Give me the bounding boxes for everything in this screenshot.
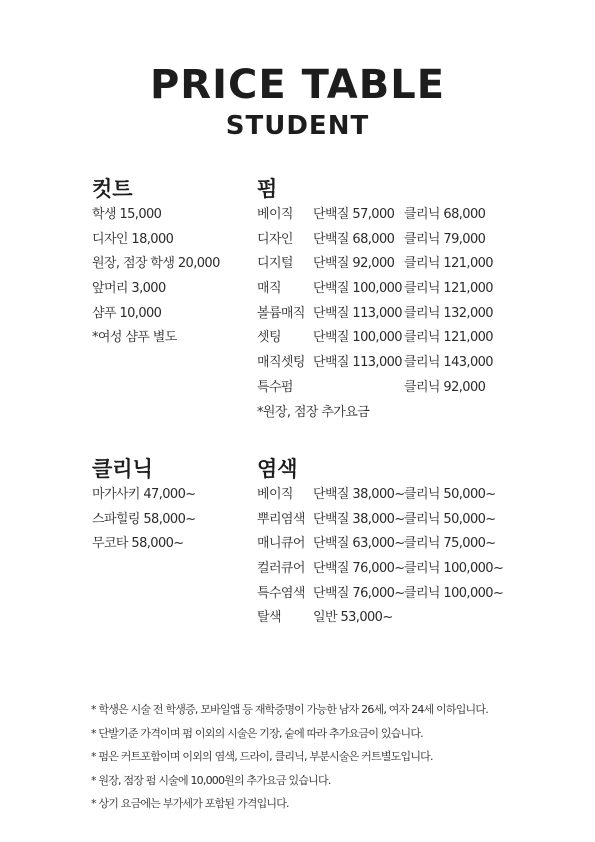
list-item: 앞머리 3,000 (92, 281, 166, 297)
footnote: * 원장, 점장 펌 시술에 10,000원의 추가요금 있습니다. (91, 773, 331, 787)
perm-price-list (257, 203, 557, 425)
perm-protein-price: 단백질 57,000 (313, 207, 395, 222)
table-row (257, 302, 557, 327)
perm-protein-price: 단백질 92,000 (313, 256, 395, 272)
table-row (257, 483, 557, 508)
page-subtitle: STUDENT (225, 111, 370, 141)
color-protein-price: 단백질 76,000~ (313, 561, 405, 577)
section-heading-cut: 컷트 (92, 177, 133, 201)
color-clinic-price: 클리닉 75,000~ (404, 536, 496, 552)
table-row (257, 582, 557, 607)
perm-clinic-price: 클리닉 143,000 (404, 355, 493, 371)
perm-protein-price: 단백질 68,000 (313, 231, 395, 247)
perm-name: 베이직 (257, 207, 293, 222)
list-item: 마가사키 47,000~ (92, 487, 196, 502)
footnote: * 상기 요금에는 부가세가 포함된 가격입니다. (91, 797, 289, 811)
list-item: 디자인 18,000 (92, 231, 174, 247)
perm-protein-price: 단백질 100,000 (313, 281, 402, 297)
list-item: 스파힐링 58,000~ (92, 511, 196, 527)
table-row (257, 326, 557, 351)
perm-clinic-price: 클리닉 68,000 (404, 207, 486, 222)
footnote: * 학생은 시술 전 학생증, 모바일앱 등 재학증명이 가능한 남자 26세, 여자 24세 이하입니다. (91, 703, 488, 716)
footnote: * 펌은 커트포함이며 이외의 염색, 드라이, 클리닉, 부분시술은 커트별도입니다. (91, 750, 433, 764)
color-protein-price: 일반 53,000~ (313, 610, 393, 626)
perm-clinic-price: 클리닉 79,000 (404, 231, 486, 247)
perm-name: 매직 (257, 281, 281, 297)
footnotes (91, 698, 488, 816)
perm-protein-price: 단백질 113,000 (313, 355, 402, 371)
list-item: 무코타 58,000~ (92, 536, 184, 552)
color-name: 베이직 (257, 487, 293, 502)
color-clinic-price: 클리닉 50,000~ (404, 511, 496, 527)
perm-name: 셋팅 (257, 330, 281, 346)
perm-clinic-price: 클리닉 121,000 (404, 281, 493, 297)
cut-price-list (92, 203, 220, 351)
color-protein-price: 단백질 76,000~ (313, 585, 405, 601)
perm-protein-price: 단백질 100,000 (313, 330, 402, 346)
color-name: 특수염색 (257, 585, 305, 601)
table-row (257, 228, 557, 253)
page-title: PRICE TABLE (149, 62, 446, 108)
color-clinic-price: 클리닉 100,000~ (404, 585, 504, 601)
color-price-list (257, 483, 557, 631)
table-row (257, 508, 557, 533)
clinic-price-list (92, 483, 196, 557)
table-row (257, 532, 557, 557)
footnote: * 단발기준 가격이며 펌 이외의 시술은 기장, 숱에 따라 추가요금이 있습니다. (91, 726, 423, 740)
perm-name: 볼륨매직 (257, 305, 305, 321)
color-name: 탈색 (257, 610, 281, 626)
table-row (257, 252, 557, 277)
list-item: 원장, 점장 학생 20,000 (92, 256, 220, 272)
perm-name: 디자인 (257, 231, 293, 247)
perm-name: 매직셋팅 (257, 355, 305, 371)
table-row (257, 376, 557, 401)
perm-protein-price: 단백질 113,000 (313, 305, 402, 321)
color-name: 뿌리염색 (257, 511, 305, 527)
list-item: 학생 15,000 (92, 207, 162, 222)
perm-clinic-price: 클리닉 132,000 (404, 305, 493, 321)
section-heading-color: 염색 (257, 457, 298, 481)
color-clinic-price: 클리닉 50,000~ (404, 487, 496, 502)
cut-note: *여성 샴푸 별도 (92, 330, 177, 346)
perm-clinic-price: 클리닉 121,000 (404, 330, 493, 346)
table-row (257, 351, 557, 376)
color-clinic-price: 클리닉 100,000~ (404, 561, 504, 577)
table-row (257, 203, 557, 228)
section-heading-perm: 펌 (257, 177, 278, 201)
color-name: 매니큐어 (257, 536, 305, 552)
color-protein-price: 단백질 63,000~ (313, 536, 405, 552)
table-row (257, 606, 557, 631)
perm-clinic-price: 클리닉 92,000 (404, 379, 486, 395)
list-item: 샴푸 10,000 (92, 305, 162, 321)
color-name: 컬러큐어 (257, 561, 305, 577)
color-protein-price: 단백질 38,000~ (313, 511, 405, 527)
table-row (257, 277, 557, 302)
color-protein-price: 단백질 38,000~ (313, 487, 405, 502)
perm-name: 특수펌 (257, 379, 293, 395)
perm-name: 디지털 (257, 256, 293, 272)
table-row (257, 557, 557, 582)
perm-note: *원장, 점장 추가요금 (257, 404, 370, 420)
perm-clinic-price: 클리닉 121,000 (404, 256, 493, 272)
section-heading-clinic: 클리닉 (92, 457, 153, 481)
